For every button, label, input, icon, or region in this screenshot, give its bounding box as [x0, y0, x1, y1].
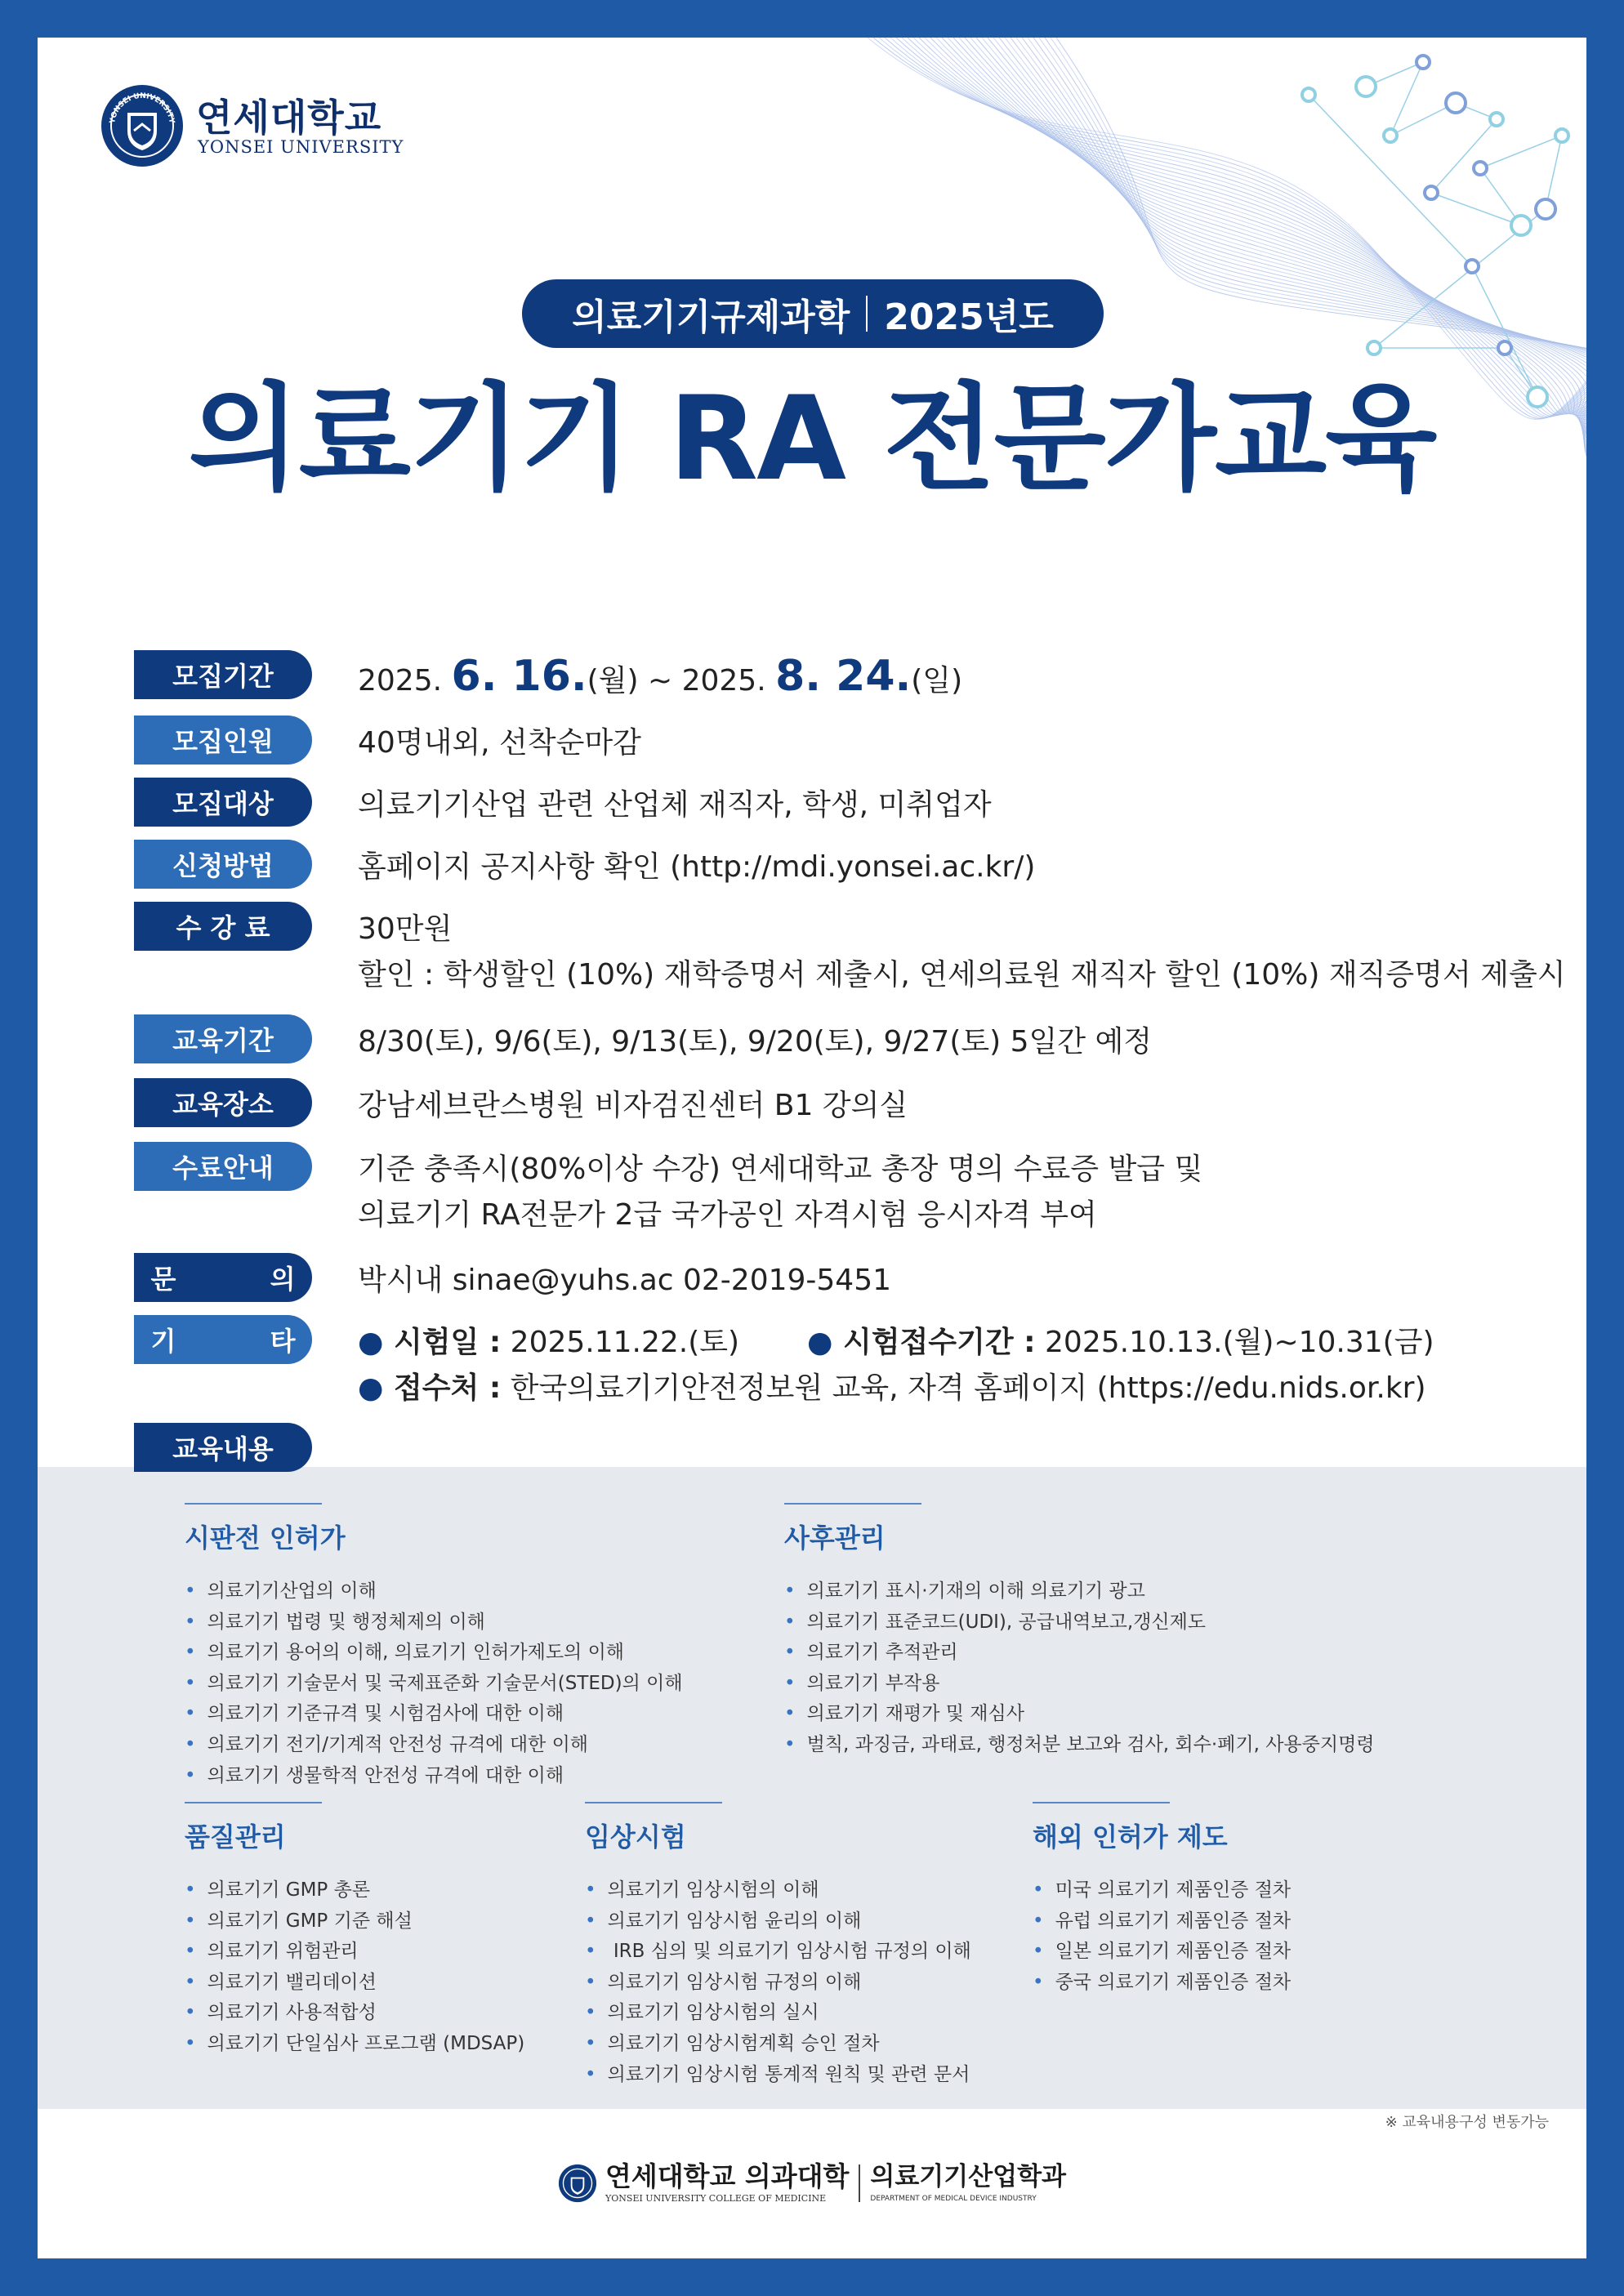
network-node	[1367, 341, 1381, 354]
section-list	[1033, 1875, 1291, 1998]
curriculum-item: • 의료기기 밸리데이션	[185, 1968, 524, 1999]
registration-period-label: 시험접수기간 :	[842, 1326, 1036, 1359]
college-seal-icon	[558, 2164, 597, 2203]
label-tag: 모집기간	[134, 650, 312, 699]
university-name-en: YONSEI UNIVERSITY	[198, 137, 404, 157]
curriculum-item: • 의료기기 임상시험계획 승인 절차	[585, 2029, 971, 2060]
college-name-en: YONSEI UNIVERSITY COLLEGE OF MEDICINE	[605, 2193, 827, 2204]
label-tag: 교육기간	[134, 1014, 312, 1063]
info-value: 강남세브란스병원 비자검진센터 B1 강의실	[358, 1089, 908, 1122]
curriculum-item: • 의료기기 GMP 총론	[185, 1875, 524, 1906]
section-title: 시판전 인허가	[185, 1503, 322, 1555]
label-tag: 수료안내	[134, 1142, 312, 1191]
info-row-place	[134, 1078, 1572, 1135]
exam-date-label: 시험일 :	[393, 1326, 502, 1359]
wave-line	[902, 38, 1586, 416]
network-node	[1490, 113, 1503, 126]
label-tag: 신청방법	[134, 840, 312, 889]
section-list	[185, 1875, 524, 2060]
curriculum-item: • 의료기기 법령 및 행정체제의 이해	[185, 1607, 683, 1638]
info-row-fee	[134, 902, 1572, 1000]
label-tag: 교육내용	[134, 1423, 312, 1472]
network-link	[1431, 193, 1521, 225]
registration-period-value: 2025.10.13.(월)~10.31(금)	[1045, 1326, 1434, 1359]
yonsei-logo	[100, 83, 451, 173]
label-tag: 수 강 료	[134, 902, 312, 951]
label-tag: 모집인원	[134, 716, 312, 765]
curriculum-item: • 의료기기 재평가 및 재심사	[784, 1699, 1375, 1730]
info-value: 2025. 6. 16.(월) ~ 2025. 8. 24.(일)	[358, 652, 963, 701]
info-row-capacity	[134, 716, 1572, 773]
registration-place-value: 한국의료기기안전정보원 교육, 자격 홈페이지 (https://edu.nids.or.kr)	[510, 1371, 1426, 1405]
university-name-ko: 연세대학교	[196, 96, 382, 140]
curriculum-item: • 미국 의료기기 제품인증 절차	[1033, 1875, 1291, 1906]
category-text: 의료기기규제과학	[572, 296, 850, 338]
section-title: 품질관리	[185, 1802, 322, 1854]
network-node	[1466, 260, 1479, 273]
section-quality	[185, 1802, 524, 2060]
info-value: 의료기기산업 관련 산업체 재직자, 학생, 미취업자	[358, 788, 992, 822]
info-value: 박시내 sinae@yuhs.ac 02-2019-5451	[358, 1264, 892, 1297]
department-name-en: DEPARTMENT OF MEDICAL DEVICE INDUSTRY	[870, 2194, 1037, 2203]
info-value: 8/30(토), 9/6(토), 9/13(토), 9/20(토), 9/27(토) 5일간 예정	[358, 1025, 1153, 1059]
curriculum-item: • 의료기기 표준코드(UDI), 공급내역보고,갱신제도	[784, 1607, 1375, 1638]
svg-text:YONSEI UNIVERSITY: YONSEI UNIVERSITY	[109, 91, 176, 124]
section-title: 사후관리	[784, 1503, 921, 1555]
curriculum-item: • IRB 심의 및 의료기기 임상시험 규정의 이해	[585, 1937, 971, 1968]
curriculum-item: • 의료기기 임상시험 통계적 원칙 및 관련 문서	[585, 2060, 971, 2091]
curriculum-item: • 의료기기 추적관리	[784, 1638, 1375, 1669]
footer	[38, 2155, 1586, 2212]
curriculum-item: • 의료기기 사용적합성	[185, 1998, 524, 2029]
college-name	[605, 2160, 850, 2204]
network-node	[1555, 129, 1568, 142]
network-node	[1384, 129, 1397, 142]
network-link	[1390, 62, 1423, 136]
curriculum-item: • 의료기기 GMP 기준 해설	[185, 1906, 524, 1937]
section-clinical	[585, 1802, 971, 2090]
curriculum-item: • 의료기기 임상시험 윤리의 이해	[585, 1906, 971, 1937]
college-name-ko: 연세대학교 의과대학	[605, 2160, 850, 2192]
info-row-content	[134, 1423, 1572, 1475]
section-premarket	[185, 1503, 683, 1791]
info-row-contact	[134, 1253, 1572, 1310]
department-name-ko: 의료기기산업학과	[870, 2161, 1066, 2191]
info-value: 40명내외, 선착순마감	[358, 726, 641, 760]
wave-line	[896, 38, 1586, 417]
curriculum-item: • 의료기기 표시·기재의 이해 의료기기 광고	[784, 1576, 1375, 1607]
section-list	[185, 1576, 683, 1791]
section-title: 임상시험	[585, 1802, 722, 1854]
curriculum-item: • 중국 의료기기 제품인증 절차	[1033, 1968, 1291, 1999]
curriculum-item: • 의료기기 임상시험의 실시	[585, 1998, 971, 2029]
wave-line	[982, 38, 1586, 426]
curriculum-item: • 의료기기 단일심사 프로그램 (MDSAP)	[185, 2029, 524, 2060]
network-node	[1356, 77, 1376, 96]
section-postmarket	[784, 1503, 1375, 1761]
info-value: ● 시험일 : 2025.11.22.(토) ● 시험접수기간 : 2025.10.13.(월)~10.31(금) ● 접수처 : 한국의료기기안전정보원 교육, 자격 홈페이지 (https://edu.nids.or.kr)	[358, 1326, 1434, 1405]
curriculum-item: • 일본 의료기기 제품인증 절차	[1033, 1937, 1291, 1968]
change-notice: ※ 교육내용구성 변동가능	[1385, 2114, 1549, 2131]
label-tag: 모집대상	[134, 778, 312, 827]
start-date: 6. 16.	[451, 652, 587, 701]
curriculum-item: • 의료기기 기술문서 및 국제표준화 기술문서(STED)의 이해	[185, 1669, 683, 1700]
curriculum-item: • 의료기기 임상시험 규정의 이해	[585, 1968, 971, 1999]
network-link	[1309, 95, 1472, 266]
network-node	[1511, 216, 1531, 235]
label-tag: 교육장소	[134, 1078, 312, 1127]
label-tag: 문 의	[134, 1253, 312, 1302]
info-row-etc	[134, 1315, 1572, 1421]
info-row-period	[134, 1014, 1572, 1072]
registration-place-label: 접수처 :	[393, 1371, 502, 1405]
info-row-completion	[134, 1142, 1572, 1240]
curriculum-item: • 벌칙, 과징금, 과태료, 행정처분 보고와 검사, 회수·폐기, 사용중지명령	[784, 1730, 1375, 1761]
discount-text: 할인 : 학생할인 (10%) 재학증명서 제출시, 연세의료원 재직자 할인 (10%) 재직증명서 제출시	[358, 958, 1566, 992]
badge-divider	[866, 296, 868, 332]
curriculum-item: • 유럽 의료기기 제품인증 절차	[1033, 1906, 1291, 1937]
curriculum-item: • 의료기기 위험관리	[185, 1937, 524, 1968]
section-title: 해외 인허가 제도	[1033, 1802, 1170, 1854]
program-category-badge	[522, 279, 1104, 348]
year-text: 2025년도	[884, 296, 1054, 338]
curriculum-item: • 의료기기 용어의 이해, 의료기기 인허가제도의 이해	[185, 1638, 683, 1669]
network-node	[1425, 186, 1438, 199]
section-overseas	[1033, 1802, 1291, 1998]
section-list	[585, 1875, 971, 2090]
poster	[38, 38, 1586, 2258]
curriculum-item: • 의료기기산업의 이해	[185, 1576, 683, 1607]
info-value: 30만원 할인 : 학생할인 (10%) 재학증명서 제출시, 연세의료원 재직자 할인 (10%) 재직증명서 제출시	[358, 907, 1566, 998]
exam-date-value: 2025.11.22.(토)	[510, 1326, 740, 1359]
curriculum-item: • 의료기기 전기/기계적 안전성 규격에 대한 이해	[185, 1730, 683, 1761]
wave-line	[919, 38, 1586, 414]
info-value: 기준 충족시(80%이상 수강) 연세대학교 총장 명의 수료증 발급 및 의료기기 RA전문가 2급 국가공인 자격시험 응시자격 부여	[358, 1152, 1203, 1232]
section-list	[784, 1576, 1375, 1761]
curriculum-item: • 의료기기 부작용	[784, 1669, 1375, 1700]
curriculum-item: • 의료기기 생물학적 안전성 규격에 대한 이해	[185, 1761, 683, 1792]
info-row-target	[134, 778, 1572, 835]
info-row-apply	[134, 840, 1572, 897]
wave-line	[879, 38, 1586, 418]
network-link	[1431, 119, 1497, 193]
department-name	[870, 2161, 1066, 2203]
curriculum-item: • 의료기기 기준규격 및 시험검사에 대한 이해	[185, 1699, 683, 1730]
university-seal-icon	[100, 83, 185, 168]
info-value: 홈페이지 공지사항 확인 (http://mdi.yonsei.ac.kr/)	[358, 850, 1036, 884]
network-node	[1474, 162, 1487, 175]
page-title: 의료기기 RA 전문가교육	[188, 372, 1436, 506]
network-node	[1417, 56, 1430, 69]
end-date: 8. 24.	[775, 652, 912, 701]
network-link	[1480, 136, 1562, 168]
curriculum-item: • 의료기기 임상시험의 이해	[585, 1875, 971, 1906]
network-node	[1536, 199, 1555, 219]
footer-divider	[859, 2164, 860, 2202]
network-node	[1302, 88, 1315, 101]
network-node	[1446, 93, 1466, 113]
network-node	[1498, 341, 1511, 354]
info-row-recruit-period	[134, 650, 1572, 707]
label-tag: 기 타	[134, 1315, 312, 1364]
